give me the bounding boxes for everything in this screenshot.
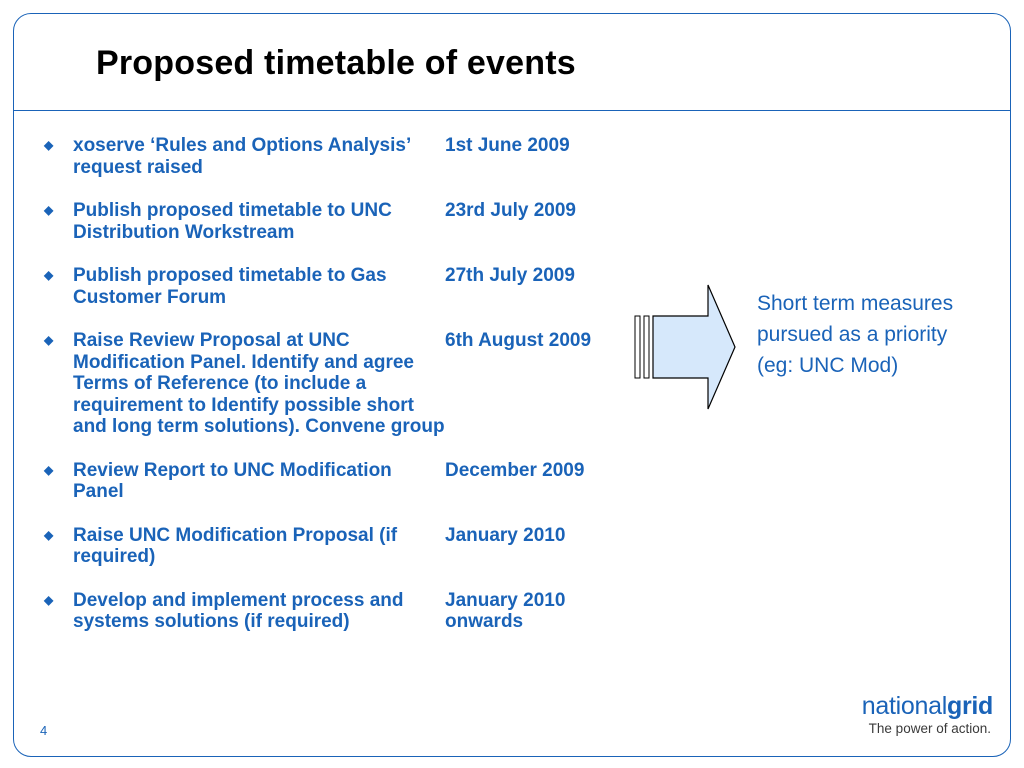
diamond-bullet-icon: ◆ — [44, 333, 54, 347]
event-label: Publish proposed timetable to UNC Distribution Workstream — [73, 200, 392, 243]
event-label: xoserve ‘Rules and Options Analysis’ request raised — [73, 135, 411, 178]
timetable-item — [40, 330, 640, 438]
logo-word-bold: grid — [946, 692, 993, 720]
arrow-stripe — [635, 316, 640, 378]
page-title: Proposed timetable of events — [96, 44, 576, 82]
logo-word-light: national — [861, 692, 947, 720]
event-date: 1st June 2009 — [445, 135, 570, 156]
logo-wordmark — [818, 692, 993, 720]
logo-tagline: The power of action. — [868, 721, 991, 736]
title-divider — [13, 110, 1011, 111]
timetable-item — [40, 265, 640, 308]
event-date: 23rd July 2009 — [445, 200, 576, 221]
event-label: Raise UNC Modification Proposal (if required) — [73, 524, 398, 567]
diamond-bullet-icon: ◆ — [44, 592, 54, 607]
event-date: 27th July 2009 — [445, 265, 575, 286]
timetable-item — [40, 460, 640, 503]
event-date: December 2009 — [445, 459, 585, 481]
diamond-bullet-icon: ◆ — [44, 138, 54, 152]
event-date: 6th August 2009 — [445, 330, 592, 351]
short-term-note: Short term measures pursued as a priority (eg: UNC Mod) — [757, 292, 954, 377]
timetable-item — [40, 200, 640, 243]
event-label: Publish proposed timetable to Gas Customer Forum — [73, 265, 387, 308]
arrow-stripe — [644, 316, 649, 378]
event-date: January 2010 onwards — [445, 589, 566, 632]
national-grid-logo — [818, 692, 993, 738]
timetable-item — [40, 135, 640, 178]
event-date: January 2010 — [445, 524, 566, 546]
event-label: Develop and implement process and systems solutions (if required) — [73, 589, 404, 632]
timetable-item — [40, 590, 640, 633]
diamond-bullet-icon: ◆ — [44, 203, 54, 217]
page-number: 4 — [40, 723, 48, 738]
event-label: Raise Review Proposal at UNC Modification Panel. Identify and agree Terms of Reference (to include a requirement to Identify possible short and long term solutions). Convene group — [73, 330, 445, 437]
event-label: Review Report to UNC Modification Panel — [73, 459, 392, 502]
diamond-bullet-icon: ◆ — [44, 527, 54, 542]
right-arrow-icon — [634, 284, 738, 412]
timetable-list — [40, 135, 640, 655]
timetable-item — [40, 525, 640, 568]
diamond-bullet-icon: ◆ — [44, 268, 54, 282]
diamond-bullet-icon: ◆ — [44, 462, 54, 477]
arrow-body — [653, 285, 735, 409]
